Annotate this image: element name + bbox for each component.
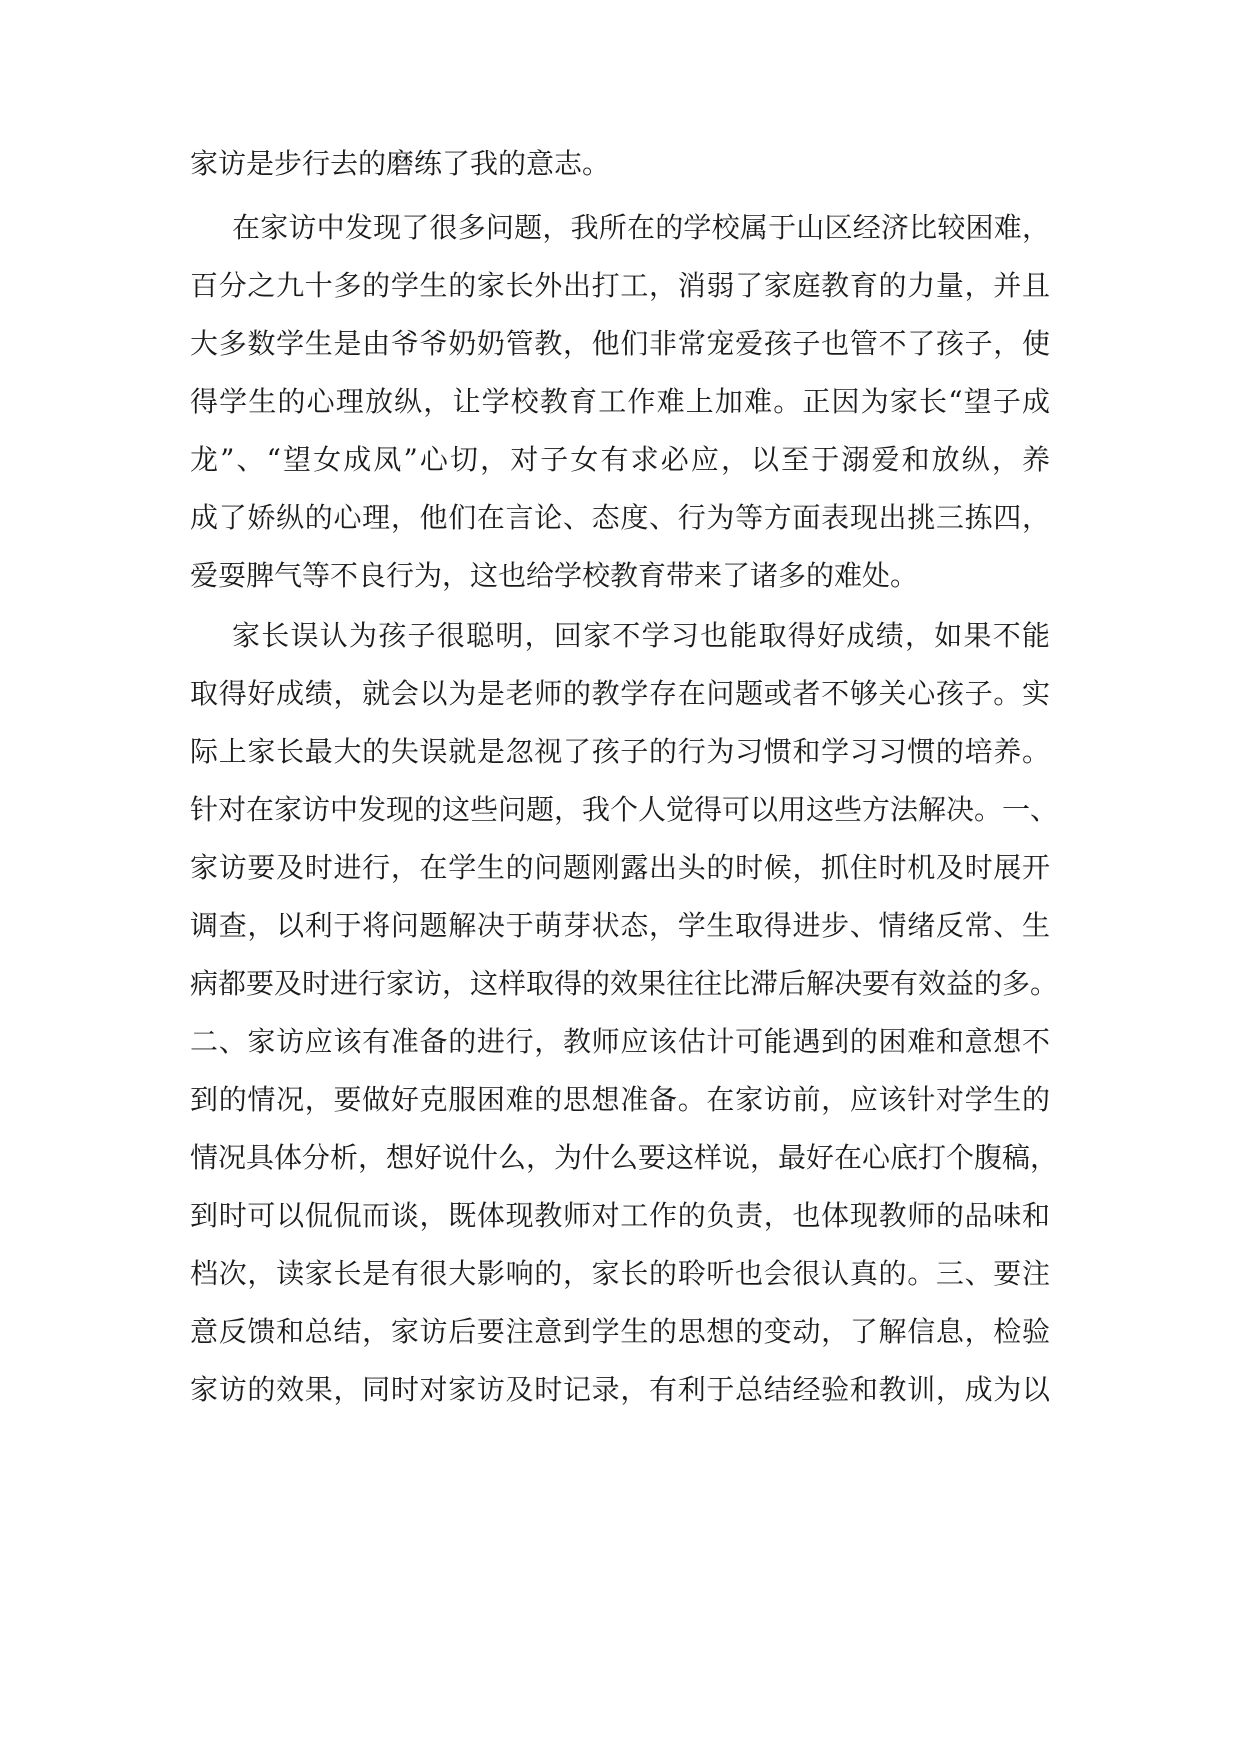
text-line: 大多数学生是由爷爷奶奶管教，他们非常宠爱孩子也管不了孩子，使	[190, 327, 1050, 360]
text-line: 针对在家访中发现的这些问题，我个人觉得可以用这些方法解决。一、	[190, 793, 1059, 826]
text-line: 成了娇纵的心理，他们在言论、态度、行为等方面表现出挑三拣四，	[190, 501, 1050, 534]
text-line: 百分之九十多的学生的家长外出打工，消弱了家庭教育的力量，并且	[190, 269, 1050, 302]
text-line: 病都要及时进行家访，这样取得的效果往往比滞后解决要有效益的多。	[190, 967, 1059, 1000]
text-line: 取得好成绩，就会以为是老师的教学存在问题或者不够关心孩子。实	[190, 677, 1050, 710]
text-line: 爱耍脾气等不良行为，这也给学校教育带来了诸多的难处。	[190, 559, 919, 592]
text-line: 家访是步行去的磨练了我的意志。	[190, 147, 611, 180]
text-line: 际上家长最大的失误就是忽视了孩子的行为习惯和学习习惯的培养。	[190, 735, 1050, 768]
text-line: 到的情况，要做好克服困难的思想准备。在家访前，应该针对学生的	[190, 1083, 1050, 1116]
text-line: 家访要及时进行，在学生的问题刚露出头的时候，抓住时机及时展开	[190, 851, 1050, 884]
text-line: 龙”、“望女成凤”心切，对子女有求必应，以至于溺爱和放纵，养	[190, 443, 1050, 476]
text-line: 二、家访应该有准备的进行，教师应该估计可能遇到的困难和意想不	[190, 1025, 1050, 1058]
paragraph-start-line: 在家访中发现了很多问题，我所在的学校属于山区经济比较困难，	[232, 211, 1050, 244]
text-line: 得学生的心理放纵，让学校教育工作难上加难。正因为家长“望子成	[190, 385, 1050, 418]
text-line: 档次，读家长是有很大影响的，家长的聆听也会很认真的。三、要注	[190, 1257, 1050, 1290]
text-line: 到时可以侃侃而谈，既体现教师对工作的负责，也体现教师的品味和	[190, 1199, 1050, 1232]
text-line: 情况具体分析，想好说什么，为什么要这样说，最好在心底打个腹稿，	[190, 1141, 1059, 1174]
text-line: 调查，以利于将问题解决于萌芽状态，学生取得进步、情绪反常、生	[190, 909, 1050, 942]
paragraph-start-line: 家长误认为孩子很聪明，回家不学习也能取得好成绩，如果不能	[232, 619, 1050, 652]
text-line: 意反馈和总结，家访后要注意到学生的思想的变动，了解信息，检验	[190, 1315, 1050, 1348]
text-line: 家访的效果，同时对家访及时记录，有利于总结经验和教训，成为以	[190, 1373, 1050, 1406]
